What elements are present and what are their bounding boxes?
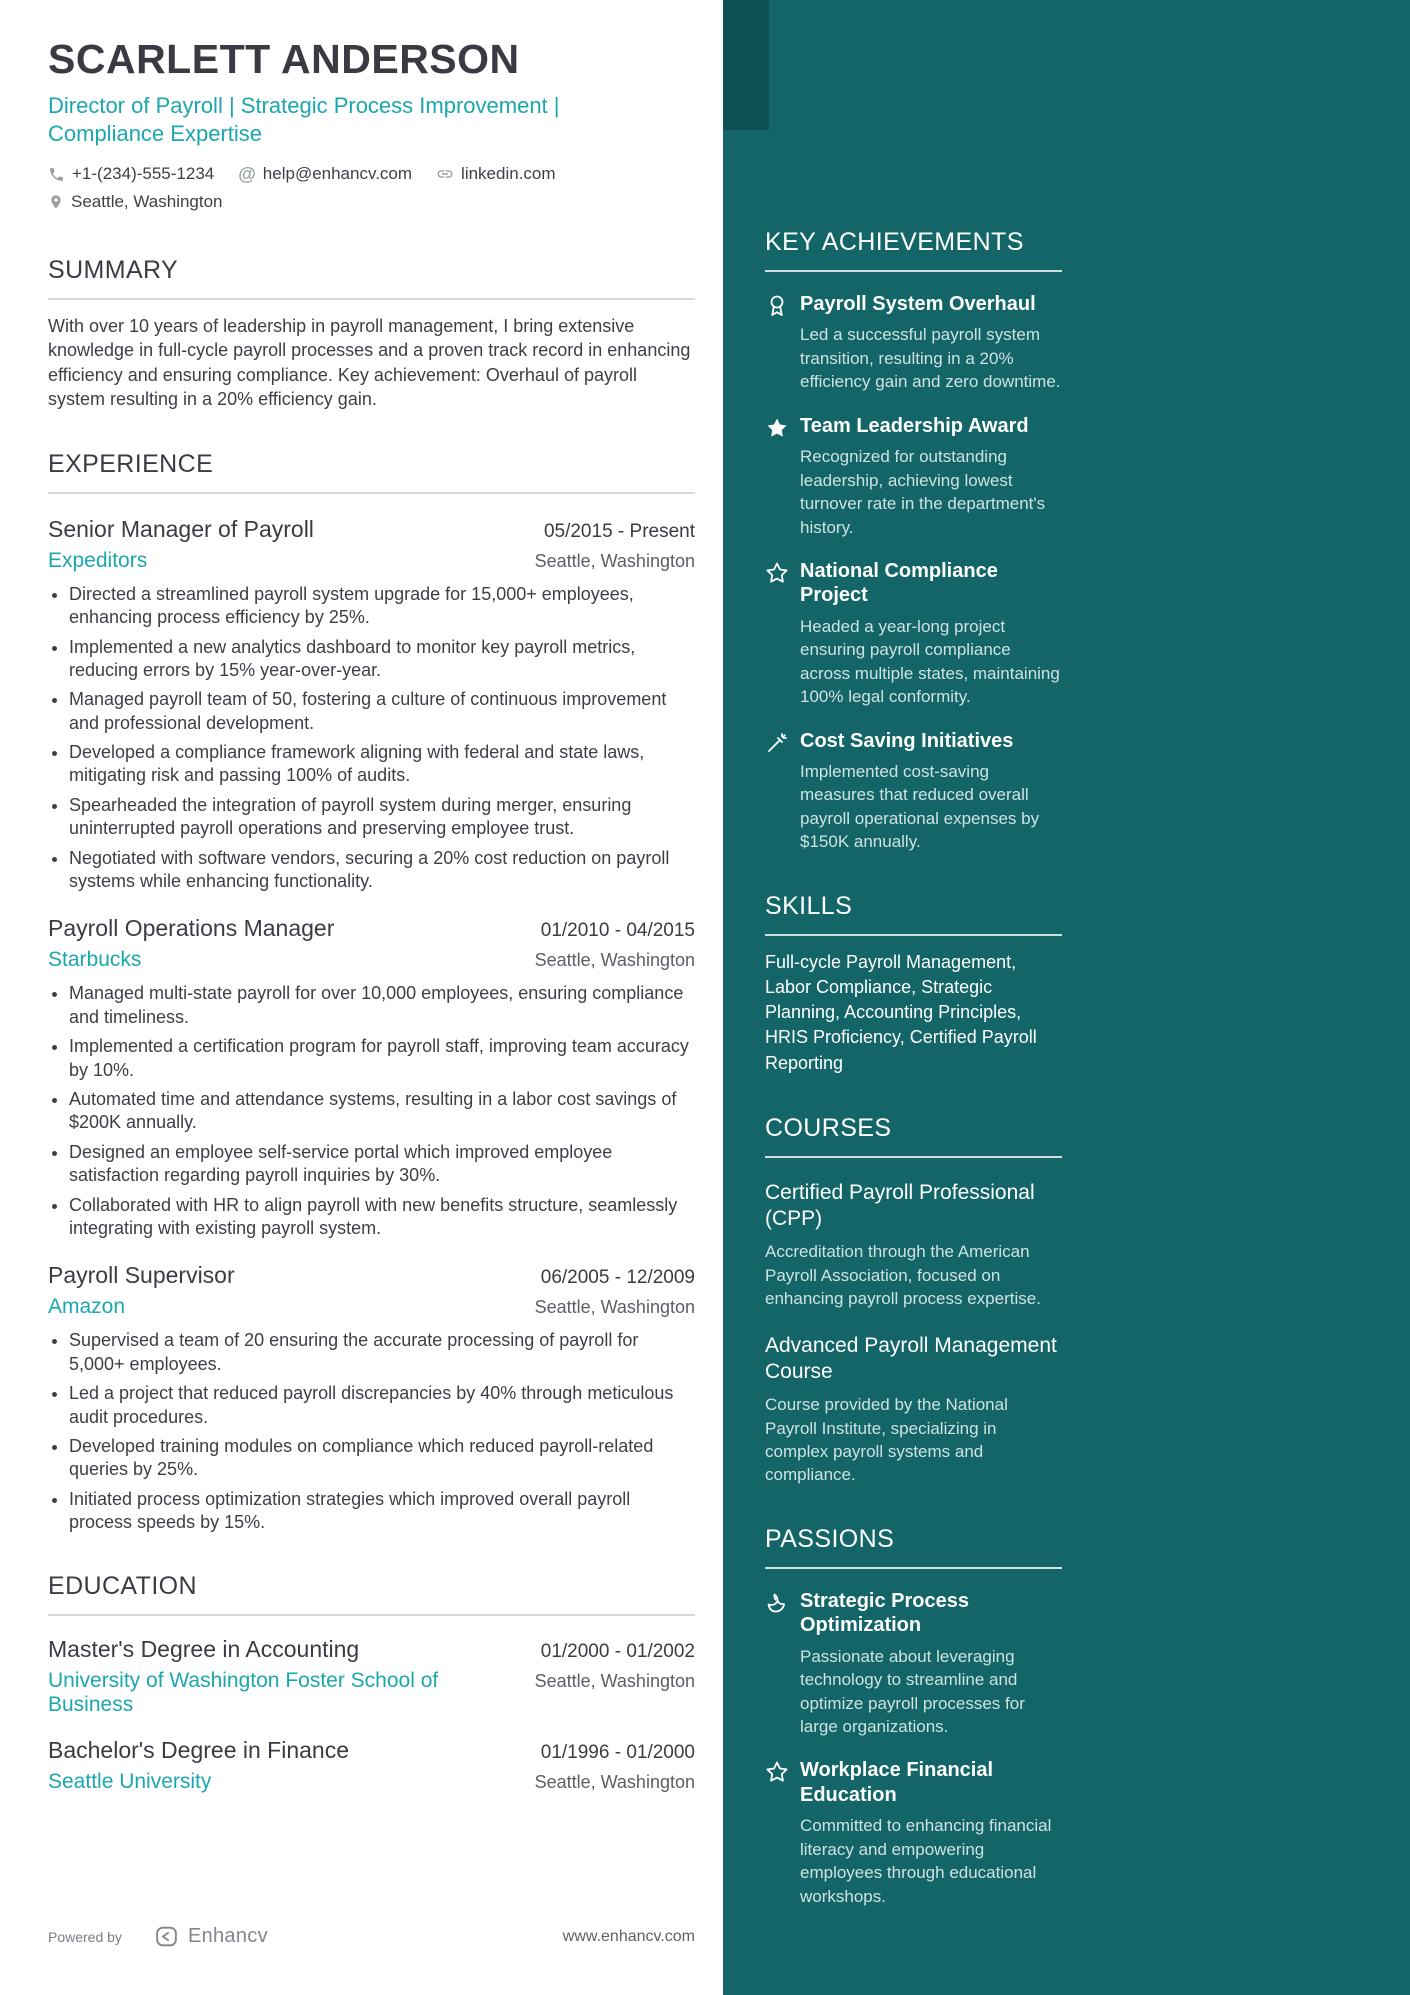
contact-row [48, 164, 695, 185]
passions-section [765, 1525, 1062, 1908]
star-icon [765, 1758, 789, 1908]
job-location: Seattle, Washington [534, 550, 695, 571]
education-section [48, 1572, 695, 1794]
bullet-item: • Developed training modules on compliance which reduced payroll-related queries by 25%. [69, 1435, 695, 1482]
skills-section [765, 892, 1062, 1076]
enhancv-brand[interactable] [154, 1924, 268, 1949]
phone-item [48, 164, 214, 184]
job-bullets [48, 1329, 695, 1534]
location-row [48, 192, 695, 212]
skills-heading: SKILLS [765, 892, 1062, 936]
footer [48, 1924, 695, 1949]
experience-section [48, 450, 695, 1535]
job-dates: 05/2015 - Present [543, 520, 695, 542]
bullet-item: • Supervised a team of 20 ensuring the accurate processing of payroll for 5,000+ employees. [69, 1329, 695, 1376]
bullet-item: • Directed a streamlined payroll system upgrade for 15,000+ employees, enhancing process efficiency by 25%. [69, 583, 695, 630]
job-dates: 01/2010 - 04/2015 [540, 920, 695, 942]
linkedin-item[interactable] [436, 164, 556, 184]
email-item[interactable] [238, 164, 412, 185]
course-item [765, 1180, 1062, 1311]
key-achievements-section [765, 228, 1062, 854]
degree-location: Seattle, Washington [534, 1671, 695, 1692]
degree-dates: 01/1996 - 01/2000 [540, 1742, 695, 1764]
achievement-item [765, 729, 1062, 854]
star-icon [765, 559, 789, 709]
course-item [765, 1333, 1062, 1487]
header [48, 36, 695, 212]
courses-section [765, 1114, 1062, 1487]
education-heading: EDUCATION [48, 1572, 695, 1616]
achievement-text: Headed a year-long project ensuring payroll compliance across multiple states, maintaining 100% legal conformity. [800, 616, 1060, 707]
achievement-item [765, 292, 1062, 394]
company-name: Expeditors [48, 548, 148, 572]
candidate-name: SCARLETT ANDERSON [48, 36, 520, 82]
passion-title: Strategic Process Optimization [800, 1589, 969, 1637]
bullet-item: • Managed multi-state payroll for over 10,000 employees, ensuring compliance and timeliness. [69, 982, 695, 1029]
job-title: Senior Manager of Payroll [48, 515, 314, 542]
medal-icon [765, 292, 789, 394]
achievement-title: Cost Saving Initiatives [800, 729, 1014, 752]
bullet-item: • Initiated process optimization strategies which improved overall payroll process speeds by 15%. [69, 1488, 695, 1535]
dove-icon [765, 1589, 789, 1739]
achievement-text: Implemented cost-saving measures that reduced overall payroll operational expenses by $150K annually. [800, 761, 1040, 852]
sidebar-accent-block [723, 0, 769, 130]
bullet-item: • Collaborated with HR to align payroll with new benefits structure, seamlessly integrating with existing payroll system. [69, 1194, 695, 1241]
location-text: Seattle, Washington [71, 191, 223, 211]
passion-item [765, 1589, 1062, 1739]
bullet-item: • Developed a compliance framework aligning with federal and state laws, mitigating risk and passing 100% of audits. [69, 741, 695, 788]
job-entry [48, 915, 695, 1240]
course-title: Advanced Payroll Management Course [765, 1333, 1057, 1383]
course-title: Certified Payroll Professional (CPP) [765, 1180, 1035, 1230]
job-bullets [48, 982, 695, 1240]
bullet-item: • Spearheaded the integration of payroll system during merger, ensuring uninterrupted payroll operations and preserving employee trust. [69, 794, 695, 841]
location-item [48, 192, 223, 212]
job-dates: 06/2005 - 12/2009 [540, 1267, 695, 1289]
achievement-item [765, 559, 1062, 709]
job-location: Seattle, Washington [534, 1297, 695, 1318]
candidate-job-title: Director of Payroll | Strategic Process Improvement | Compliance Expertise [48, 93, 560, 146]
degree-title: Master's Degree in Accounting [48, 1636, 360, 1663]
summary-section [48, 256, 695, 412]
enhancv-logo-icon [154, 1924, 179, 1949]
course-text: Course provided by the National Payroll Institute, specializing in complex payroll systems and compliance. [765, 1395, 1008, 1485]
email-link[interactable]: help@enhancv.com [262, 164, 413, 184]
summary-heading: SUMMARY [48, 256, 695, 300]
bullet-item: • Managed payroll team of 50, fostering a culture of continuous improvement and professional development. [69, 688, 695, 735]
job-title: Payroll Supervisor [48, 1262, 235, 1289]
phone-number: +1-(234)-555-1234 [72, 164, 215, 184]
linkedin-link[interactable]: linkedin.com [461, 164, 556, 184]
at-icon: @ [238, 163, 256, 184]
passion-text: Committed to enhancing financial literacy and empowering employees through educational workshops. [800, 1816, 1052, 1906]
key-achievements-heading: KEY ACHIEVEMENTS [765, 228, 1062, 272]
company-name: Starbucks [48, 948, 142, 972]
achievement-title: Team Leadership Award [800, 414, 1029, 437]
job-bullets [48, 583, 695, 894]
courses-heading: COURSES [765, 1114, 1062, 1158]
link-icon [436, 165, 454, 183]
star-ribbon-icon [765, 414, 789, 539]
achievement-text: Recognized for outstanding leadership, achieving lowest turnover rate in the department's history. [800, 447, 1046, 537]
bullet-item: • Implemented a new analytics dashboard to monitor key payroll metrics, reducing errors by 15% year-over-year. [69, 636, 695, 683]
passions-heading: PASSIONS [765, 1525, 1062, 1569]
school-name: University of Washington Foster School of Business [48, 1669, 439, 1717]
degree-location: Seattle, Washington [534, 1772, 695, 1793]
degree-entry [48, 1737, 695, 1794]
job-title: Payroll Operations Manager [48, 915, 335, 942]
bullet-item: • Led a project that reduced payroll discrepancies by 40% through meticulous audit procedures. [69, 1382, 695, 1429]
company-name: Amazon [48, 1295, 126, 1319]
achievement-text: Led a successful payroll system transition, resulting in a 20% efficiency gain and zero downtime. [800, 325, 1061, 392]
bullet-item: • Implemented a certification program for payroll staff, improving team accuracy by 10%. [69, 1035, 695, 1082]
sidebar [723, 0, 1410, 1995]
footer-url[interactable]: www.enhancv.com [562, 1927, 695, 1945]
phone-icon [48, 166, 65, 183]
degree-title: Bachelor's Degree in Finance [48, 1737, 349, 1764]
job-entry [48, 516, 695, 894]
degree-entry [48, 1636, 695, 1717]
achievement-title: National Compliance Project [800, 559, 998, 607]
achievement-title: Payroll System Overhaul [800, 293, 1036, 315]
course-text: Accreditation through the American Payroll Association, focused on enhancing payroll process expertise. [765, 1242, 1041, 1309]
job-entry [48, 1262, 695, 1534]
passion-text: Passionate about leveraging technology to streamline and optimize payroll processes for large organizations. [800, 1646, 1025, 1736]
brand-name: Enhancv [187, 1925, 268, 1947]
degree-dates: 01/2000 - 01/2002 [540, 1641, 695, 1663]
main-column [0, 0, 723, 1794]
passion-item [765, 1758, 1062, 1908]
skills-text: Full-cycle Payroll Management, Labor Compliance, Strategic Planning, Accounting Principles, HRIS Proficiency, Certified Payroll Reporting [765, 951, 1037, 1073]
experience-heading: EXPERIENCE [48, 450, 695, 494]
passion-title: Workplace Financial Education [800, 1759, 994, 1806]
bullet-item: • Negotiated with software vendors, securing a 20% cost reduction on payroll systems while enhancing functionality. [69, 847, 695, 894]
pin-icon [48, 193, 64, 211]
bullet-item: • Designed an employee self-service portal which improved employee satisfaction regarding payroll inquiries by 30%. [69, 1141, 695, 1188]
wand-icon [765, 729, 789, 854]
bullet-item: • Automated time and attendance systems, resulting in a labor cost savings of $200K annually. [69, 1088, 695, 1135]
achievement-item [765, 414, 1062, 539]
job-location: Seattle, Washington [534, 950, 695, 971]
powered-by-label: Powered by [48, 1928, 122, 1945]
school-name: Seattle University [48, 1770, 212, 1794]
summary-text: With over 10 years of leadership in payroll management, I bring extensive knowledge in full-cycle payroll processes and a proven track record in enhancing efficiency and ensuring compliance. Key achievement: Overhaul of payroll system resulting in a 20% efficiency gain. [48, 315, 691, 410]
